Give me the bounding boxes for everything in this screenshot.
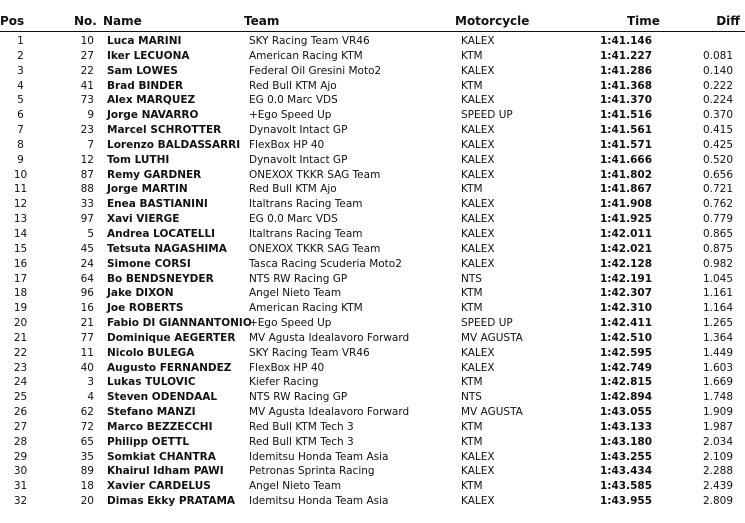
cell-time: 1:43.585	[600, 480, 653, 493]
table-row	[0, 64, 745, 79]
cell-motorcycle: KTM	[461, 302, 483, 315]
cell-pos: 6	[17, 109, 24, 122]
cell-time: 1:41.516	[600, 109, 653, 122]
cell-team: SKY Racing Team VR46	[249, 35, 370, 47]
cell-pos: 25	[13, 391, 28, 404]
table-row	[0, 108, 745, 123]
table-row	[0, 138, 745, 153]
cell-pos: 28	[13, 435, 28, 448]
cell-motorcycle: KALEX	[461, 346, 495, 359]
cell-diff: 2.109	[702, 450, 733, 463]
header-divider	[0, 31, 745, 32]
cell-rider-name: Dominique AEGERTER	[107, 331, 236, 344]
cell-time: 1:43.955	[600, 495, 653, 508]
cell-team: Federal Oil Gresini Moto2	[249, 64, 382, 77]
cell-diff: 1.909	[702, 406, 733, 419]
cell-rider-name: Jorge MARTIN	[107, 183, 188, 196]
cell-pos: 18	[13, 287, 28, 300]
table-row	[0, 286, 745, 301]
cell-time: 1:41.286	[600, 64, 653, 77]
cell-team: FlexBox HP 40	[249, 361, 325, 374]
cell-team: +Ego Speed Up	[249, 109, 332, 122]
cell-time: 1:41.908	[600, 198, 653, 211]
cell-pos: 11	[13, 183, 28, 196]
table-row	[0, 316, 745, 331]
cell-number: 18	[80, 480, 94, 493]
cell-time: 1:42.815	[600, 376, 653, 389]
cell-team: Kiefer Racing	[249, 376, 319, 389]
cell-team: MV Agusta Idealavoro Forward	[249, 331, 410, 344]
table-row	[0, 420, 745, 435]
cell-time: 1:41.368	[600, 79, 653, 92]
cell-motorcycle: KALEX	[461, 124, 495, 137]
cell-team: Red Bull KTM Tech 3	[249, 435, 354, 448]
cell-diff: 1.265	[702, 317, 733, 330]
cell-motorcycle: SPEED UP	[461, 109, 513, 122]
table-row	[0, 390, 745, 405]
cell-motorcycle: KALEX	[461, 227, 495, 240]
cell-pos: 13	[13, 213, 28, 226]
cell-time: 1:42.310	[600, 302, 653, 315]
cell-pos: 27	[13, 420, 28, 433]
table-row	[0, 227, 745, 242]
cell-time: 1:42.191	[600, 272, 653, 285]
cell-motorcycle: KALEX	[461, 465, 495, 478]
cell-diff: 0.520	[702, 153, 733, 166]
cell-number: 12	[80, 153, 94, 166]
cell-motorcycle: NTS	[461, 391, 482, 404]
cell-number: 89	[80, 465, 94, 478]
table-row	[0, 49, 745, 64]
cell-number: 77	[80, 331, 94, 344]
cell-number: 23	[80, 124, 94, 137]
cell-diff: 0.656	[702, 168, 733, 181]
header-team: Team	[244, 14, 280, 28]
cell-time: 1:43.180	[600, 435, 653, 448]
cell-rider-name: Steven ODENDAAL	[107, 391, 218, 404]
cell-pos: 5	[17, 94, 24, 107]
cell-rider-name: Simone CORSI	[107, 257, 191, 270]
cell-rider-name: Marco BEZZECCHI	[107, 420, 213, 433]
cell-motorcycle: KTM	[461, 376, 483, 389]
table-row	[0, 34, 745, 49]
cell-number: 22	[80, 64, 94, 77]
cell-time: 1:41.146	[600, 35, 653, 47]
cell-time: 1:41.666	[600, 153, 653, 166]
table-row	[0, 79, 745, 94]
cell-diff: 0.081	[702, 49, 733, 62]
table-row	[0, 494, 745, 509]
cell-diff: 0.762	[702, 198, 733, 211]
cell-diff: 0.222	[702, 79, 733, 92]
cell-pos: 7	[17, 124, 24, 137]
cell-number: 62	[80, 406, 94, 419]
header-motorcycle: Motorcycle	[455, 14, 530, 28]
cell-rider-name: Xavi VIERGE	[107, 213, 180, 226]
cell-pos: 19	[13, 302, 28, 315]
cell-motorcycle: NTS	[461, 272, 482, 285]
cell-motorcycle: KALEX	[461, 361, 495, 374]
cell-rider-name: Tetsuta NAGASHIMA	[107, 242, 227, 255]
cell-pos: 8	[17, 138, 24, 151]
cell-motorcycle: SPEED UP	[461, 317, 513, 330]
table-header	[0, 14, 745, 30]
cell-diff: 0.140	[702, 64, 733, 77]
cell-number: 5	[87, 227, 94, 240]
cell-number: 96	[80, 287, 94, 300]
cell-diff: 1.669	[702, 376, 733, 389]
cell-time: 1:41.571	[600, 138, 653, 151]
cell-diff: 0.370	[702, 109, 733, 122]
cell-motorcycle: KALEX	[461, 64, 495, 77]
cell-team: American Racing KTM	[249, 49, 363, 62]
cell-time: 1:42.749	[600, 361, 653, 374]
cell-time: 1:43.133	[600, 420, 653, 433]
table-row	[0, 479, 745, 494]
cell-pos: 32	[13, 495, 28, 508]
cell-number: 16	[80, 302, 94, 315]
cell-diff: 0.224	[702, 94, 733, 107]
cell-pos: 15	[13, 242, 28, 255]
cell-time: 1:41.867	[600, 183, 653, 196]
cell-team: NTS RW Racing GP	[249, 272, 348, 285]
cell-pos: 4	[17, 79, 24, 92]
cell-number: 21	[80, 317, 94, 330]
table-row	[0, 123, 745, 138]
cell-rider-name: Somkiat CHANTRA	[107, 450, 216, 463]
header-time: Time	[627, 14, 660, 28]
cell-team: Tasca Racing Scuderia Moto2	[249, 257, 402, 270]
cell-rider-name: Jorge NAVARRO	[107, 109, 199, 122]
cell-pos: 29	[13, 450, 28, 463]
cell-rider-name: Augusto FERNANDEZ	[107, 361, 232, 374]
cell-team: Italtrans Racing Team	[249, 198, 363, 211]
cell-diff: 0.721	[702, 183, 733, 196]
cell-team: +Ego Speed Up	[249, 317, 332, 330]
cell-time: 1:41.227	[600, 49, 653, 62]
cell-rider-name: Remy GARDNER	[107, 168, 202, 181]
header-diff: Diff	[716, 14, 740, 28]
cell-team: ONEXOX TKKR SAG Team	[249, 168, 381, 181]
table-row	[0, 153, 745, 168]
cell-time: 1:41.925	[600, 213, 653, 226]
cell-pos: 20	[13, 317, 28, 330]
cell-number: 9	[87, 109, 94, 122]
cell-diff: 1.161	[702, 287, 733, 300]
cell-motorcycle: MV AGUSTA	[461, 331, 523, 344]
cell-rider-name: Brad BINDER	[107, 79, 184, 92]
table-row	[0, 361, 745, 376]
cell-motorcycle: KALEX	[461, 242, 495, 255]
cell-time: 1:43.434	[600, 465, 653, 478]
table-row	[0, 464, 745, 479]
table-row	[0, 272, 745, 287]
cell-motorcycle: KALEX	[461, 153, 495, 166]
cell-number: 4	[87, 391, 94, 404]
cell-pos: 2	[17, 49, 24, 62]
cell-number: 7	[87, 138, 94, 151]
cell-rider-name: Lukas TULOVIC	[107, 376, 196, 389]
cell-pos: 17	[13, 272, 28, 285]
cell-rider-name: Andrea LOCATELLI	[107, 227, 216, 240]
cell-diff: 1.364	[702, 331, 733, 344]
cell-number: 10	[80, 35, 94, 47]
cell-diff: 0.875	[702, 242, 733, 255]
cell-motorcycle: KALEX	[461, 35, 495, 47]
cell-pos: 26	[13, 406, 28, 419]
cell-diff: 1.748	[702, 391, 733, 404]
cell-pos: 14	[13, 227, 28, 240]
cell-team: FlexBox HP 40	[249, 138, 325, 151]
cell-motorcycle: KALEX	[461, 94, 495, 107]
cell-team: Italtrans Racing Team	[249, 227, 363, 240]
cell-rider-name: Stefano MANZI	[107, 406, 196, 419]
table-row	[0, 257, 745, 272]
cell-number: 40	[80, 361, 94, 374]
table-row	[0, 182, 745, 197]
table-row	[0, 331, 745, 346]
cell-team: Red Bull KTM Tech 3	[249, 420, 354, 433]
table-row	[0, 93, 745, 108]
cell-pos: 21	[13, 331, 28, 344]
cell-time: 1:42.510	[600, 331, 653, 344]
cell-time: 1:43.255	[600, 450, 653, 463]
cell-rider-name: Bo BENDSNEYDER	[107, 272, 214, 285]
cell-motorcycle: KALEX	[461, 168, 495, 181]
cell-motorcycle: KTM	[461, 183, 483, 196]
cell-team: Angel Nieto Team	[249, 287, 342, 300]
cell-pos: 9	[17, 153, 24, 166]
cell-number: 20	[80, 495, 94, 508]
cell-number: 64	[80, 272, 94, 285]
cell-team: American Racing KTM	[249, 302, 363, 315]
cell-motorcycle: KTM	[461, 79, 483, 92]
cell-team: MV Agusta Idealavoro Forward	[249, 406, 410, 419]
cell-time: 1:42.411	[600, 317, 653, 330]
cell-team: EG 0.0 Marc VDS	[249, 94, 338, 107]
cell-number: 72	[80, 420, 94, 433]
cell-diff: 2.288	[702, 465, 733, 478]
cell-team: Dynavolt Intact GP	[249, 153, 348, 166]
cell-rider-name: Khairul Idham PAWI	[107, 465, 224, 478]
cell-team: Idemitsu Honda Team Asia	[249, 495, 389, 508]
cell-team: EG 0.0 Marc VDS	[249, 213, 338, 226]
cell-pos: 30	[13, 465, 28, 478]
cell-rider-name: Nicolo BULEGA	[107, 346, 195, 359]
cell-rider-name: Iker LECUONA	[107, 49, 190, 62]
cell-time: 1:41.561	[600, 124, 653, 137]
table-row	[0, 375, 745, 390]
cell-diff: 1.045	[702, 272, 733, 285]
cell-number: 27	[80, 49, 94, 62]
header-name: Name	[103, 14, 142, 28]
cell-number: 11	[80, 346, 94, 359]
cell-number: 45	[80, 242, 94, 255]
cell-team: SKY Racing Team VR46	[249, 346, 370, 359]
cell-team: Idemitsu Honda Team Asia	[249, 450, 389, 463]
cell-rider-name: Joe ROBERTS	[107, 302, 184, 315]
cell-team: Angel Nieto Team	[249, 480, 342, 493]
cell-diff: 0.425	[702, 138, 733, 151]
cell-diff: 1.987	[702, 420, 733, 433]
cell-motorcycle: KALEX	[461, 495, 495, 508]
cell-time: 1:42.128	[600, 257, 653, 270]
cell-motorcycle: KTM	[461, 49, 483, 62]
table-row	[0, 450, 745, 465]
table-row	[0, 242, 745, 257]
cell-motorcycle: KALEX	[461, 257, 495, 270]
cell-number: 73	[80, 94, 94, 107]
cell-diff: 2.034	[702, 435, 733, 448]
cell-diff: 0.779	[702, 213, 733, 226]
cell-diff: 0.865	[702, 227, 733, 240]
cell-rider-name: Philipp OETTL	[107, 435, 190, 448]
cell-rider-name: Marcel SCHROTTER	[107, 124, 222, 137]
table-row	[0, 346, 745, 361]
cell-rider-name: Sam LOWES	[107, 64, 178, 77]
cell-rider-name: Lorenzo BALDASSARRI	[107, 138, 241, 151]
cell-time: 1:41.802	[600, 168, 653, 181]
cell-motorcycle: MV AGUSTA	[461, 406, 523, 419]
table-row	[0, 212, 745, 227]
table-row	[0, 301, 745, 316]
cell-motorcycle: KALEX	[461, 213, 495, 226]
cell-motorcycle: KTM	[461, 420, 483, 433]
cell-team: Red Bull KTM Ajo	[249, 79, 337, 92]
cell-time: 1:43.055	[600, 406, 653, 419]
cell-number: 87	[80, 168, 94, 181]
cell-pos: 10	[13, 168, 28, 181]
cell-pos: 22	[13, 346, 28, 359]
cell-rider-name: Dimas Ekky PRATAMA	[107, 495, 236, 508]
cell-number: 24	[80, 257, 94, 270]
cell-motorcycle: KALEX	[461, 138, 495, 151]
cell-rider-name: Enea BASTIANINI	[107, 198, 208, 211]
cell-time: 1:42.894	[600, 391, 653, 404]
cell-team: Petronas Sprinta Racing	[249, 465, 375, 478]
header-pos: Pos	[0, 14, 25, 28]
cell-number: 33	[80, 198, 94, 211]
cell-pos: 16	[13, 257, 28, 270]
cell-rider-name: Xavier CARDELUS	[107, 480, 211, 493]
cell-rider-name: Tom LUTHI	[107, 153, 170, 166]
table-row	[0, 168, 745, 183]
cell-time: 1:42.307	[600, 287, 653, 300]
cell-pos: 12	[13, 198, 28, 211]
results-table-body	[0, 34, 745, 509]
cell-team: Dynavolt Intact GP	[249, 124, 348, 137]
cell-motorcycle: KALEX	[461, 450, 495, 463]
cell-time: 1:42.595	[600, 346, 653, 359]
cell-time: 1:42.021	[600, 242, 653, 255]
cell-number: 35	[80, 450, 94, 463]
cell-number: 41	[80, 79, 94, 92]
cell-rider-name: Luca MARINI	[107, 35, 182, 47]
cell-rider-name: Alex MARQUEZ	[107, 94, 196, 107]
cell-diff: 1.164	[702, 302, 733, 315]
cell-diff: 2.809	[702, 495, 733, 508]
cell-pos: 1	[17, 35, 24, 47]
cell-number: 88	[80, 183, 94, 196]
cell-diff: 1.603	[702, 361, 733, 374]
cell-pos: 23	[13, 361, 28, 374]
cell-number: 3	[87, 376, 94, 389]
cell-number: 97	[80, 213, 94, 226]
cell-time: 1:42.011	[600, 227, 653, 240]
table-row	[0, 435, 745, 450]
table-row	[0, 405, 745, 420]
cell-pos: 3	[17, 64, 24, 77]
cell-diff: 0.415	[702, 124, 733, 137]
cell-team: NTS RW Racing GP	[249, 391, 348, 404]
cell-diff: 0.982	[702, 257, 733, 270]
cell-motorcycle: KTM	[461, 287, 483, 300]
header-no: No.	[74, 14, 97, 28]
table-row	[0, 197, 745, 212]
cell-rider-name: Fabio DI GIANNANTONIO	[107, 317, 252, 330]
cell-motorcycle: KTM	[461, 435, 483, 448]
cell-motorcycle: KALEX	[461, 198, 495, 211]
cell-time: 1:41.370	[600, 94, 653, 107]
cell-diff: 1.449	[702, 346, 733, 359]
cell-number: 65	[80, 435, 94, 448]
cell-team: Red Bull KTM Ajo	[249, 183, 337, 196]
cell-pos: 24	[13, 376, 28, 389]
cell-motorcycle: KTM	[461, 480, 483, 493]
cell-rider-name: Jake DIXON	[107, 287, 174, 300]
cell-diff: 2.439	[702, 480, 733, 493]
cell-pos: 31	[13, 480, 28, 493]
cell-team: ONEXOX TKKR SAG Team	[249, 242, 381, 255]
